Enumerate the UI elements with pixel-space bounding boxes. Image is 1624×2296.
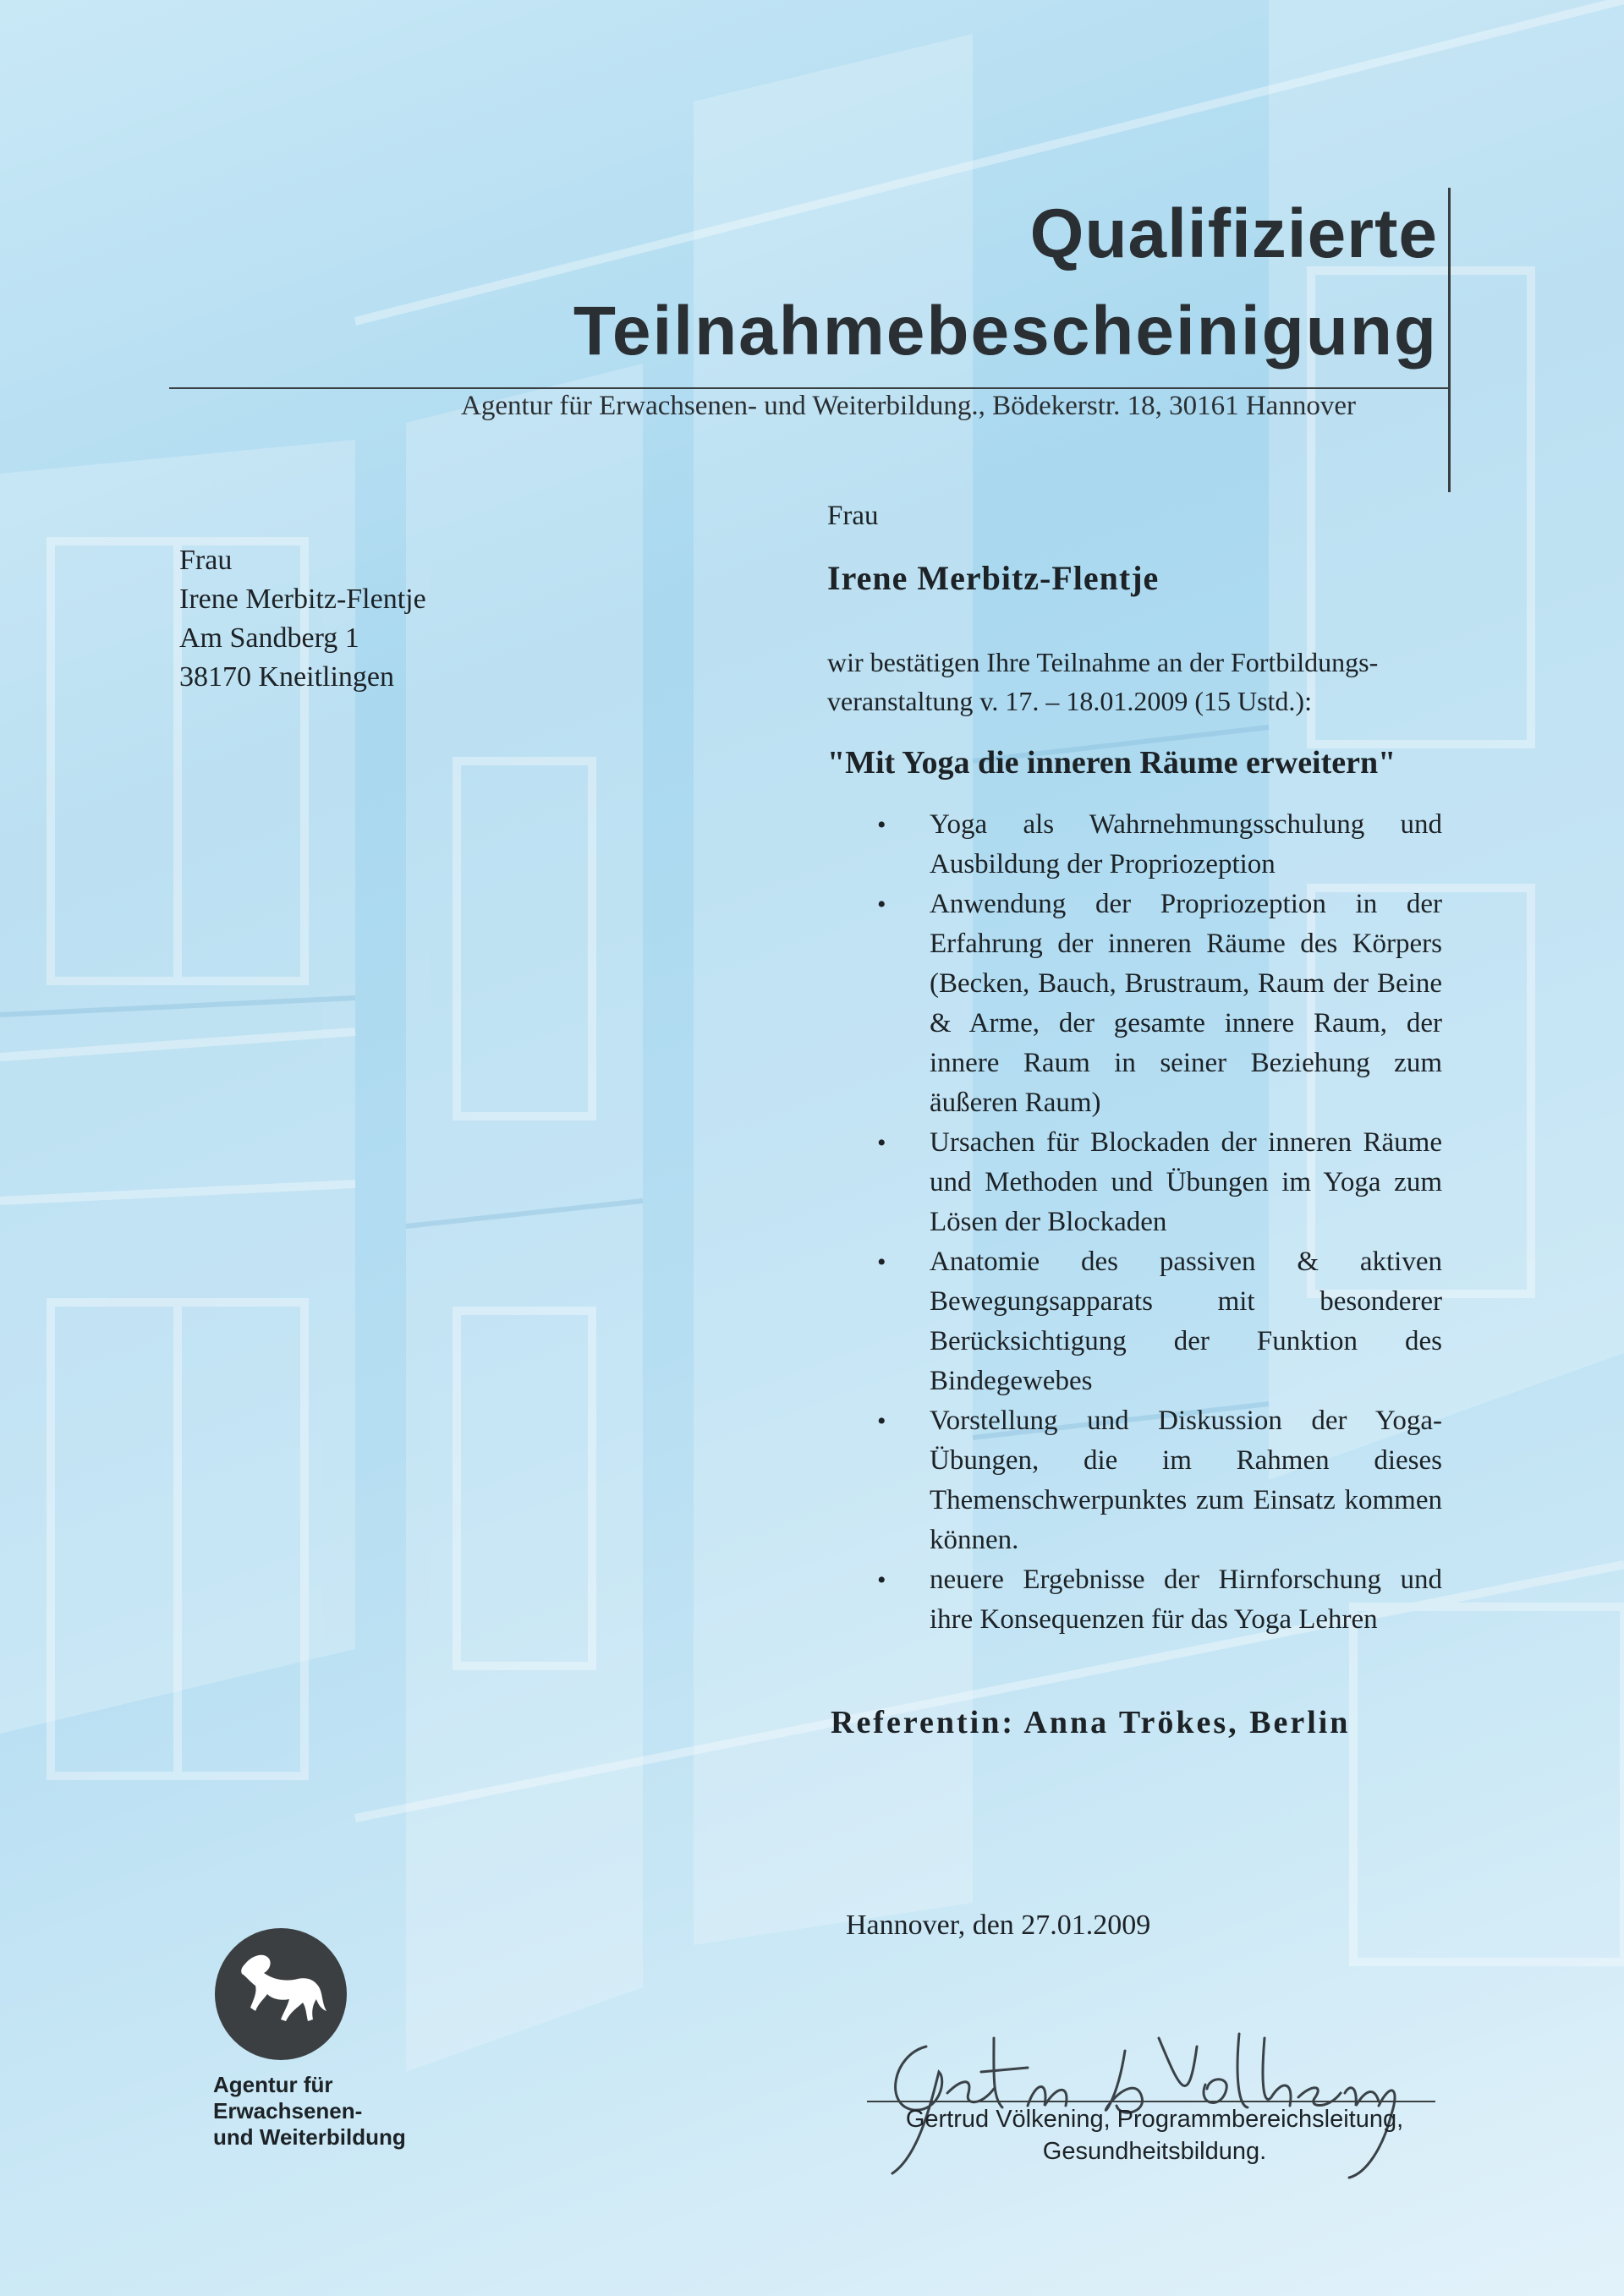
- header-vertical-rule: [1448, 188, 1451, 492]
- confirmation-text: [827, 643, 1443, 721]
- place-date: Hannover, den 27.01.2009: [846, 1910, 1151, 1941]
- logo-caption-line: Erwachsenen-: [213, 2098, 363, 2123]
- list-item: [875, 1401, 1442, 1560]
- course-title: "Mit Yoga die inneren Räume erweitern": [827, 745, 1396, 781]
- salutation-name: Irene Merbitz-Flentje: [827, 559, 1160, 597]
- bullet-icon: •: [877, 890, 886, 918]
- bullet-icon: •: [877, 1566, 886, 1594]
- signature-line: [867, 2101, 1435, 2102]
- topic-text: Vorstellung und Diskussion der Yoga-Übungen, die im Rahmen dieses Themenschwerpunktes zum Einsatz kommen können.: [930, 1406, 1442, 1555]
- title-line-2: Teilnahmebescheinigung: [573, 293, 1438, 370]
- signer-name: Gertrud Völkening, Programmbereichsleitung,: [905, 2106, 1404, 2133]
- recipient-address: [179, 541, 426, 697]
- address-line: Am Sandberg 1: [179, 622, 359, 654]
- horse-emblem-icon: [213, 1926, 348, 2062]
- list-item: [875, 885, 1442, 1123]
- address-line: Irene Merbitz-Flentje: [179, 584, 426, 615]
- confirmation-line: wir bestätigen Ihre Teilnahme an der Fortbildungs-: [827, 647, 1379, 677]
- topic-text: neuere Ergebnisse der Hirnforschung und ihre Konsequenzen für das Yoga Lehren: [930, 1564, 1442, 1635]
- topic-text: Anatomie des passiven & aktiven Bewegungsapparats mit besonderer Berücksichtigung der Funktion des Bindegewebes: [930, 1247, 1442, 1396]
- logo-caption-line: Agentur für: [213, 2072, 333, 2097]
- topic-text: Anwendung der Propriozeption in der Erfahrung der inneren Räume des Körpers (Becken, Bauch, Brustraum, Raum der Beine & Arme, der gesamte innere Raum, der innere Raum in seiner Beziehung zum äußeren Raum): [930, 889, 1442, 1118]
- bullet-icon: •: [877, 1248, 886, 1276]
- bullet-icon: •: [877, 811, 886, 839]
- logo-caption-line: und Weiterbildung: [213, 2124, 406, 2150]
- list-item: [875, 1560, 1442, 1640]
- list-item: [875, 805, 1442, 885]
- topic-text: Ursachen für Blockaden der inneren Räume und Methoden und Übungen im Yoga zum Lösen der Blockaden: [930, 1127, 1442, 1237]
- topic-text: Yoga als Wahrnehmungsschulung und Ausbildung der Propriozeption: [930, 809, 1442, 879]
- signer-block: [867, 2103, 1442, 2167]
- logo-caption: [213, 2072, 406, 2151]
- signer-department: Gesundheitsbildung.: [1042, 2138, 1267, 2165]
- address-line: 38170 Kneitlingen: [179, 661, 395, 693]
- speaker-line: Referentin: Anna Trökes, Berlin: [831, 1705, 1351, 1740]
- agency-address-line: Agentur für Erwachsenen- und Weiterbildung., Bödekerstr. 18, 30161 Hannover: [461, 391, 1356, 421]
- list-item: [875, 1242, 1442, 1401]
- salutation-title: Frau: [827, 501, 879, 531]
- bullet-icon: •: [877, 1129, 886, 1157]
- confirmation-line: veranstaltung v. 17. – 18.01.2009 (15 Ustd.):: [827, 686, 1312, 716]
- address-line: Frau: [179, 545, 233, 576]
- title-line-1: Qualifizierte: [1029, 195, 1438, 272]
- topic-list: [875, 805, 1442, 1640]
- list-item: [875, 1123, 1442, 1242]
- header-horizontal-rule: [169, 387, 1451, 389]
- bullet-icon: •: [877, 1407, 886, 1435]
